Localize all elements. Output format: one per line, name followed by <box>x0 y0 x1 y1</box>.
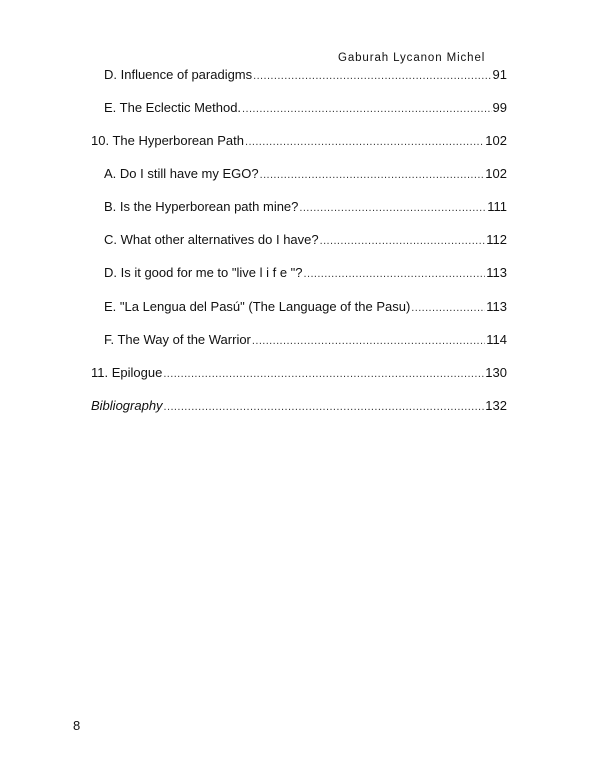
dot-leader <box>163 368 484 380</box>
dot-leader <box>299 202 486 214</box>
toc-entry-label: 11. Epilogue <box>91 365 163 380</box>
toc-entry-page: 91 <box>492 67 507 82</box>
toc-entry-page: 111 <box>487 199 507 214</box>
toc-entry-label: B. Is the Hyperborean path mine? <box>104 199 299 214</box>
toc-entry[interactable] <box>91 398 507 413</box>
dot-leader <box>260 169 485 181</box>
toc-entry[interactable] <box>104 67 507 82</box>
toc-entry-page: 113 <box>486 265 507 280</box>
dot-leader <box>242 103 491 115</box>
toc-entry-page: 132 <box>485 398 507 413</box>
toc-entry[interactable] <box>104 332 507 347</box>
toc-entry-label: Bibliography <box>91 398 163 413</box>
toc-entry[interactable] <box>104 232 507 247</box>
dot-leader <box>304 268 486 280</box>
dot-leader <box>245 136 484 148</box>
toc-entry[interactable] <box>91 365 507 380</box>
dot-leader <box>320 235 486 247</box>
page-number: 8 <box>73 718 81 733</box>
toc-entry-label: A. Do I still have my EGO? <box>104 166 259 181</box>
toc-entry-label: F. The Way of the Warrior <box>104 332 251 347</box>
dot-leader <box>411 302 485 314</box>
toc-entry[interactable] <box>104 299 507 314</box>
toc-entry-label: E. The Eclectic Method. <box>104 100 242 115</box>
toc-entry-label: 10. The Hyperborean Path <box>91 133 244 148</box>
toc-entry[interactable] <box>104 100 507 115</box>
toc-entry-page: 102 <box>485 166 507 181</box>
toc-entry-page: 114 <box>486 332 507 347</box>
toc-entry-page: 113 <box>486 299 507 314</box>
dot-leader <box>252 335 485 347</box>
running-header: Gaburah Lycanon Michel <box>338 52 486 64</box>
dot-leader <box>164 401 485 413</box>
toc-entry-label: C. What other alternatives do I have? <box>104 232 319 247</box>
toc-entry-label: D. Influence of paradigms <box>104 67 253 82</box>
toc-entry-page: 102 <box>485 133 507 148</box>
toc-entry-label: D. Is it good for me to "live l i f e "? <box>104 265 303 280</box>
toc-entry-label: E. "La Lengua del Pasú" (The Language of the Pasu) <box>104 299 411 314</box>
toc-entry[interactable] <box>104 166 507 181</box>
dot-leader <box>253 70 491 82</box>
toc-entry-page: 130 <box>485 365 507 380</box>
toc-entry[interactable] <box>91 133 507 148</box>
toc-entry-page: 99 <box>492 100 507 115</box>
toc-entry-page: 112 <box>486 232 507 247</box>
toc-entry[interactable] <box>104 199 507 214</box>
toc-entry[interactable] <box>104 265 507 280</box>
